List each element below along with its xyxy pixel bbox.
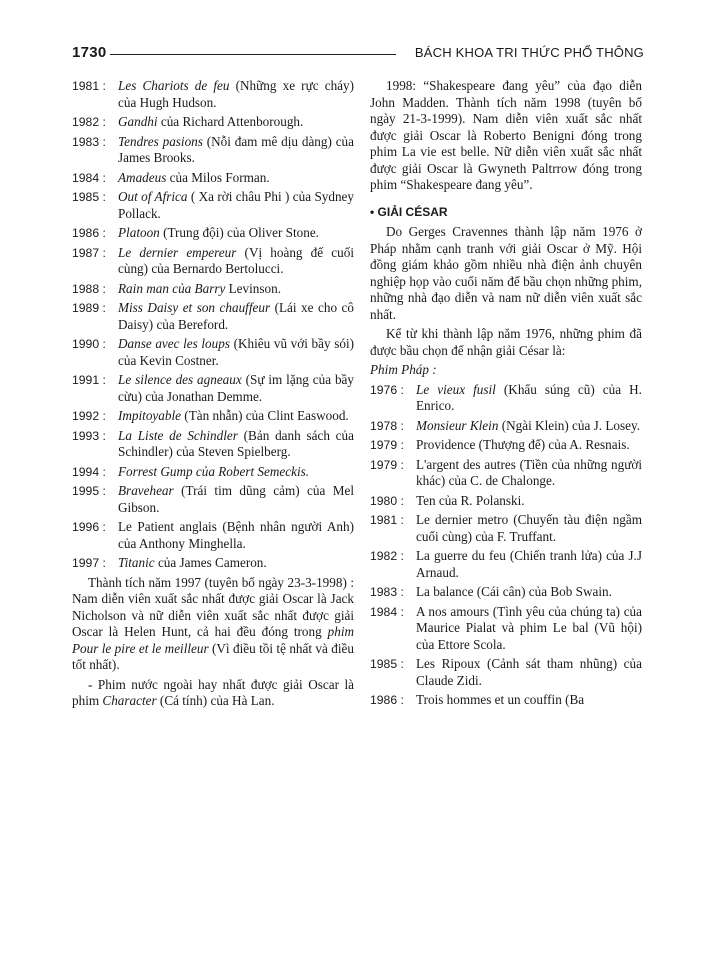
entry-text [118,170,354,187]
entry-detail: (Ngài Klein) của J. Losey. [498,417,641,433]
entry-detail: Levinson. [225,280,282,296]
entry-year: 1981 : [72,79,106,93]
entry-detail: (Sự im lặng của bầy cừu) của Jonathan Demme. [118,372,354,404]
entry-text [416,457,642,490]
list-item [72,336,354,369]
list-item [370,493,642,510]
entry-year: 1996 : [72,520,106,534]
film-title: Danse avec les loups [118,336,230,351]
entry-text [118,372,354,405]
list-item [72,464,354,481]
list-item [370,382,642,415]
entry-year: 1986 : [72,226,106,240]
entry-text [416,382,642,415]
list-item [370,692,642,709]
list-item [370,584,642,601]
list-item [72,225,354,242]
left-column [72,78,354,713]
entry-detail: Le Patient anglais (Bệnh nhân người Anh) của Anthony Minghella. [118,519,354,551]
entry-year: 1995 : [72,484,106,498]
entry-year: 1982 : [72,115,106,129]
entry-year: 1982 : [370,549,404,563]
film-title: Monsieur Klein [416,417,499,433]
entry-detail: của Milos Forman. [166,169,270,185]
film-title: Bravehear [118,483,174,498]
entry-year: 1997 : [72,556,106,570]
film-title: Le dernier empereur [118,244,237,260]
entry-detail: A nos amours (Tình yêu của chúng ta) của Maurice Pialat và phim Le bal (Vũ hội) của Ettore Scola. [416,603,642,652]
entry-text [118,300,354,333]
entry-year: 1993 : [72,428,106,443]
entry-detail: Les Ripoux (Cảnh sát tham nhũng) của Claude Zidi. [416,656,642,688]
entry-text [118,519,354,552]
list-item [72,300,354,333]
subheading-french-films: Phim Pháp : [370,362,437,377]
entry-text [416,584,642,601]
entry-year: 1980 : [370,493,404,508]
entry-detail: (Tàn nhẫn) của Clint Easwood. [181,408,349,423]
entry-year: 1978 : [370,418,404,433]
right-column [370,78,642,712]
film-title: Forrest Gump của Robert Semeckis. [118,463,310,479]
list-item [72,372,354,405]
entry-year: 1992 : [72,409,106,423]
entry-text [118,225,354,242]
list-item [370,457,642,490]
film-title: Impitoyable [118,408,181,423]
section-heading-cesar: • GIẢI CÉSAR [370,204,448,219]
list-item [72,519,354,552]
list-item [370,548,642,581]
entry-detail: Providence (Thượng đế) của A. Resnais. [416,437,630,452]
entry-detail: (Trung đội) của Oliver Stone. [159,225,319,240]
film-title: Miss Daisy et son chauffeur [118,300,271,315]
entry-detail: (Khiêu vũ với bầy sói) của Kevin Costner. [118,336,354,368]
film-title: Gandhi [118,114,158,129]
list-item [72,408,354,425]
entry-detail: (Trái tim dũng cảm) của Mel Gibson. [118,483,354,515]
film-title: Le vieux fusil [416,381,496,397]
film-title: Platoon [118,225,160,240]
film-title: Rain man của Barry [118,280,226,296]
page-number: 1730 [72,44,107,61]
paragraph-foreign-film: - Phim nước ngoài hay nhất được giải Oscar là phim Character (Cá tính) của Hà Lan. [72,676,354,708]
film-title: Les Chariots de feu [118,78,230,93]
entry-detail: La balance (Cái cân) của Bob Swain. [416,584,612,599]
entry-detail: La guerre du feu (Chiến tranh lửa) của J.J Arnaud. [416,548,642,580]
film-title: Out of Africa [118,189,188,204]
entry-detail: ( Xa rời châu Phi ) của Sydney Pollack. [118,189,355,221]
entry-text [416,656,642,689]
entry-text [118,245,354,278]
paragraph-cesar-since: Kể từ khi thành lập năm 1976, những phim đã được bầu chọn để nhận giải César là: [370,326,642,358]
list-item [72,245,354,278]
running-title: BÁCH KHOA TRI THỨC PHỔ THÔNG [414,45,644,60]
entry-text [416,604,642,654]
list-item [72,281,354,298]
entry-year: 1979 : [370,457,404,472]
entry-text [118,428,354,461]
entry-text [416,692,642,709]
entry-text [416,548,642,581]
list-item [72,170,354,187]
entry-detail: (Bản danh sách của Schindler) của Steven Spielberg. [118,427,354,459]
entry-year: 1985 : [370,657,404,671]
list-item [370,437,642,454]
entry-year: 1985 : [72,190,106,204]
entry-year: 1984 : [370,604,404,619]
entry-year: 1994 : [72,464,106,479]
list-item [370,656,642,689]
entry-year: 1987 : [72,245,106,260]
film-title: Tendres pasions [118,133,203,149]
film-title: La Liste de Schindler [118,427,238,443]
list-item [72,483,354,516]
entry-text [118,464,354,481]
entry-text [118,336,354,369]
entry-year: 1976 : [370,382,404,397]
entry-detail: (Khẩu súng cũ) của H. Enrico. [416,381,642,413]
entry-text [416,418,642,435]
entry-year: 1981 : [370,513,404,527]
cesar-list [370,382,642,709]
entry-text [416,493,642,510]
entry-text [118,483,354,516]
film-title: Le silence des agneaux [118,372,242,387]
entry-detail: (Vị hoàng đế cuối cùng) của Bernardo Bertolucci. [118,244,354,276]
entry-detail: (Nỗi đam mê dịu dàng) của James Brooks. [118,133,354,165]
entry-year: 1983 : [370,585,404,599]
entry-detail: (Lái xe cho cô Daisy) của Bereford. [118,300,354,332]
entry-text [118,555,354,572]
entry-detail: Le dernier metro (Chuyến tàu điện ngầm cuối cùng) của F. Truffant. [416,512,642,544]
paragraph-1998-results: 1998: “Shakespeare đang yêu” của đạo diễn John Madden. Thành tích năm 1998 (tuyên bố ngày 21-3-1999). Nam diễn viên xuất sắc nhất được giải Oscar là Roberto Benigni đóng trong phim La vie est belle. Nữ diễn viên xuất sắc nhất được giải Oscar là Gwyneth Paltrrow đóng trong phim “Shakespeare đang yêu”. [370,78,642,192]
entry-text [416,512,642,545]
page-header [72,44,644,66]
list-item [370,604,642,654]
entry-year: 1983 : [72,134,106,149]
entry-text [118,114,354,131]
paragraph-cesar-intro: Do Gerges Cravennes thành lập năm 1976 ở Pháp nhằm cạnh tranh với giải Oscar ở Mỹ. Hội đồng giám khảo gồm nhiều nhà điện ảnh chuyên nghiệp họp vào cuối năm để bầu chọn những phim, những nhà đạo diễn và nam nữ diễn viên xuất sắc nhất. [370,224,642,322]
entry-detail: Trois hommes et un couffin (Ba [416,692,585,707]
film-title: Amadeus [118,169,167,185]
entry-text [118,134,354,167]
entry-year: 1988 : [72,281,106,296]
list-item [72,428,354,461]
entry-text [118,189,354,222]
list-item [370,512,642,545]
list-item [72,114,354,131]
entry-year: 1986 : [370,693,404,707]
entry-detail: của James Cameron. [154,555,267,570]
entry-text [118,78,354,111]
list-item [72,134,354,167]
entry-year: 1990 : [72,337,106,351]
entry-text [118,408,354,425]
entry-detail: của Richard Attenborough. [157,114,304,129]
entry-year: 1991 : [72,373,106,387]
entry-year: 1979 : [370,438,404,452]
oscar-list [72,78,354,572]
entry-detail: Ten của R. Polanski. [416,492,525,508]
list-item [72,555,354,572]
header-rule [110,54,396,55]
entry-year: 1989 : [72,301,106,315]
paragraph-1997-results: Thành tích năm 1997 (tuyên bố ngày 23-3-1998) : Nam diễn viên xuất sắc nhất được giải Oscar là Jack Nicholson và nữ diễn viên xuất sắc nhất được giải Oscar là Helen Hunt, cả hai đều đóng trong phim Pour le pire et le meilleur (Vì điều tồi tệ nhất và điều tốt nhất). [72,574,354,672]
entry-year: 1984 : [72,170,106,185]
list-item [370,418,642,435]
entry-detail: (Những xe rực cháy) của Hugh Hudson. [118,78,354,110]
entry-detail: L'argent des autres (Tiền của những người khác) của C. de Chalonge. [416,456,642,488]
list-item [72,78,354,111]
list-item [72,189,354,222]
entry-text [118,281,354,298]
entry-text [416,437,642,454]
film-title: Titanic [118,555,155,570]
